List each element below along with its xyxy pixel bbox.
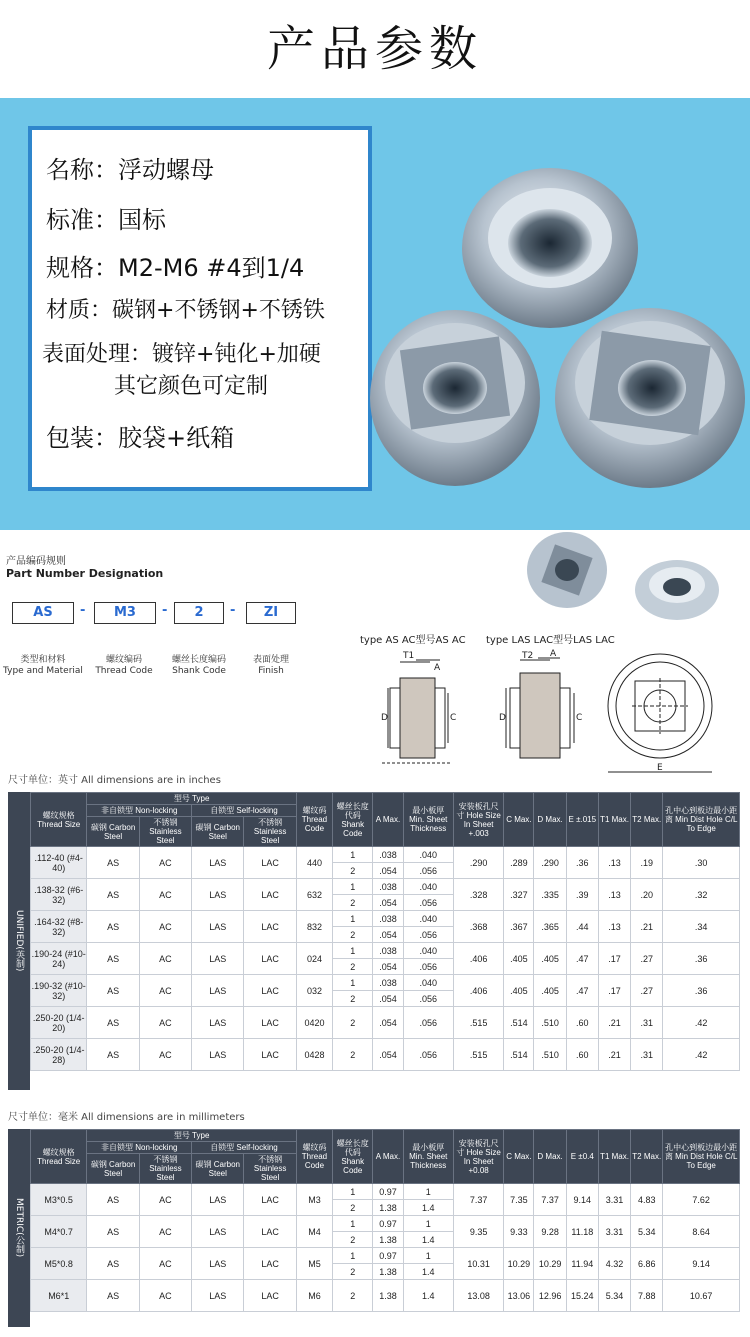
cell-las: LAS xyxy=(192,1216,244,1248)
pn-label-finish: 表面处理 Finish xyxy=(252,655,289,676)
cell-e: 11.18 xyxy=(566,1216,598,1248)
technical-drawings xyxy=(370,648,750,778)
cell-edge: .42 xyxy=(663,1039,740,1071)
type-las-label: type LAS LAC型号LAS LAC xyxy=(486,635,615,646)
cell-code: M6 xyxy=(296,1280,332,1312)
cell-hole: .515 xyxy=(453,1039,503,1071)
cell-las: LAS xyxy=(192,1184,244,1216)
cell-hole: .368 xyxy=(453,911,503,943)
cell-d: .290 xyxy=(534,847,566,879)
cell-las: LAS xyxy=(192,911,244,943)
cell-sz: .112-40 (#4-40) xyxy=(31,847,87,879)
dim-d: D xyxy=(499,713,506,723)
cell-lac: LAC xyxy=(244,879,296,911)
cell-ac: AC xyxy=(139,1039,191,1071)
hdr-d: D Max. xyxy=(534,793,566,847)
hdr-type: 型号 Type xyxy=(87,1130,296,1142)
dim-t1: T1 xyxy=(403,651,415,661)
cell-shank: 2 xyxy=(333,927,373,943)
table-row xyxy=(31,911,740,927)
cell-a: .038 xyxy=(373,911,403,927)
cell-a: .038 xyxy=(373,975,403,991)
cell-t1: .17 xyxy=(598,975,630,1007)
cell-las: LAS xyxy=(192,943,244,975)
hdr-t2: T2 Max. xyxy=(631,793,663,847)
cell-e: .44 xyxy=(566,911,598,943)
cell-lac: LAC xyxy=(244,943,296,975)
cell-hole: 7.37 xyxy=(453,1184,503,1216)
hdr-material: 不锈钢 Stainless Steel xyxy=(139,817,191,847)
cell-a: 0.97 xyxy=(373,1216,403,1232)
cell-edge: .36 xyxy=(663,975,740,1007)
hdr-non-locking: 非自锁型 Non-locking xyxy=(87,1142,192,1154)
cell-a: .054 xyxy=(373,959,403,975)
hdr-e: E ±0.4 xyxy=(566,1130,598,1184)
cell-code: 832 xyxy=(296,911,332,943)
hdr-min-sheet: 最小板厚 Min. Sheet Thickness xyxy=(403,1130,453,1184)
pn-dash: - xyxy=(80,603,86,618)
pn-code-thread: M3 xyxy=(94,602,156,624)
cell-a: 0.97 xyxy=(373,1248,403,1264)
cell-min-sheet: .056 xyxy=(403,927,453,943)
dim-a: A xyxy=(434,663,441,673)
hdr-material: 不锈钢 Stainless Steel xyxy=(244,817,296,847)
cell-edge: .34 xyxy=(663,911,740,943)
table-row xyxy=(31,1007,740,1039)
cell-as: AS xyxy=(87,879,139,911)
hdr-a: A Max. xyxy=(373,793,403,847)
metric-unit-note: 尺寸单位：毫米 All dimensions are in millimeters xyxy=(8,1112,245,1123)
cell-min-sheet: 1.4 xyxy=(403,1280,453,1312)
cell-c: 10.29 xyxy=(504,1248,534,1280)
cell-as: AS xyxy=(87,1248,139,1280)
cell-edge: 9.14 xyxy=(663,1248,740,1280)
cell-as: AS xyxy=(87,911,139,943)
cell-e: .39 xyxy=(566,879,598,911)
cell-t2: .21 xyxy=(631,911,663,943)
unified-sidebar: UNIFIED(英制) xyxy=(8,792,30,1090)
cell-min-sheet: 1 xyxy=(403,1184,453,1200)
cell-t2: .20 xyxy=(631,879,663,911)
cell-shank: 2 xyxy=(333,1007,373,1039)
cell-as: AS xyxy=(87,847,139,879)
dim-c: C xyxy=(450,713,457,723)
dim-d: D xyxy=(381,713,388,723)
cell-lac: LAC xyxy=(244,1039,296,1071)
cell-c: .327 xyxy=(504,879,534,911)
cell-min-sheet: 1.4 xyxy=(403,1232,453,1248)
cell-hole: .406 xyxy=(453,943,503,975)
cell-t2: .27 xyxy=(631,943,663,975)
table-row xyxy=(31,1248,740,1264)
cell-lac: LAC xyxy=(244,1248,296,1280)
cell-shank: 2 xyxy=(333,863,373,879)
hdr-material: 碳钢 Carbon Steel xyxy=(87,817,139,847)
pn-label-thread: 螺纹编码 Thread Code xyxy=(95,655,153,676)
pn-dash: - xyxy=(162,603,168,618)
cell-min-sheet: 1 xyxy=(403,1248,453,1264)
pn-code-shank: 2 xyxy=(174,602,224,624)
cell-a: .054 xyxy=(373,863,403,879)
cell-sz: .250-20 (1/4-28) xyxy=(31,1039,87,1071)
hdr-material: 碳钢 Carbon Steel xyxy=(192,1154,244,1184)
cell-shank: 2 xyxy=(333,1264,373,1280)
table-row xyxy=(31,943,740,959)
cell-shank: 1 xyxy=(333,975,373,991)
hdr-size: 螺纹规格 Thread Size xyxy=(31,793,87,847)
cell-sz: .250-20 (1/4-20) xyxy=(31,1007,87,1039)
hdr-thread-code: 螺纹码 Thread Code xyxy=(296,1130,332,1184)
cell-t2: 6.86 xyxy=(631,1248,663,1280)
cell-t1: .21 xyxy=(598,1039,630,1071)
cell-a: .054 xyxy=(373,927,403,943)
cell-a: 1.38 xyxy=(373,1232,403,1248)
cell-hole: .515 xyxy=(453,1007,503,1039)
info-material: 材质：碳钢+不锈钢+不锈铁 xyxy=(46,298,325,323)
cell-c: 7.35 xyxy=(504,1184,534,1216)
cell-c: 13.06 xyxy=(504,1280,534,1312)
product-info-box xyxy=(28,126,372,491)
cell-hole: 9.35 xyxy=(453,1216,503,1248)
hdr-t1: T1 Max. xyxy=(598,1130,630,1184)
dim-c: C xyxy=(576,713,583,723)
pn-code-type: AS xyxy=(12,602,74,624)
cell-t1: 5.34 xyxy=(598,1280,630,1312)
cell-t2: 7.88 xyxy=(631,1280,663,1312)
cell-las: LAS xyxy=(192,1007,244,1039)
cell-c: .367 xyxy=(504,911,534,943)
cell-t2: .19 xyxy=(631,847,663,879)
hdr-e: E ±.015 xyxy=(566,793,598,847)
cell-hole: .406 xyxy=(453,975,503,1007)
cell-sz: .164-32 (#8-32) xyxy=(31,911,87,943)
cell-d: 9.28 xyxy=(534,1216,566,1248)
cell-shank: 2 xyxy=(333,1039,373,1071)
cell-as: AS xyxy=(87,1280,139,1312)
dim-e: E xyxy=(657,763,663,773)
cell-as: AS xyxy=(87,943,139,975)
hdr-c: C Max. xyxy=(504,793,534,847)
metric-table xyxy=(30,1129,740,1312)
cell-d: 10.29 xyxy=(534,1248,566,1280)
cell-min-sheet: .040 xyxy=(403,975,453,991)
cell-sz: M6*1 xyxy=(31,1280,87,1312)
cell-sz: M4*0.7 xyxy=(31,1216,87,1248)
cell-a: .054 xyxy=(373,991,403,1007)
cell-c: .405 xyxy=(504,975,534,1007)
cell-ac: AC xyxy=(139,1280,191,1312)
cell-hole: .290 xyxy=(453,847,503,879)
hdr-material: 不锈钢 Stainless Steel xyxy=(244,1154,296,1184)
cell-t1: 3.31 xyxy=(598,1216,630,1248)
pn-label-shank: 螺丝长度编码 Shank Code xyxy=(171,655,226,676)
cell-t1: 3.31 xyxy=(598,1184,630,1216)
cell-as: AS xyxy=(87,1039,139,1071)
cell-code: 032 xyxy=(296,975,332,1007)
cell-e: .36 xyxy=(566,847,598,879)
cell-shank: 2 xyxy=(333,1280,373,1312)
cell-code: M5 xyxy=(296,1248,332,1280)
cell-las: LAS xyxy=(192,847,244,879)
product-hero xyxy=(0,98,750,530)
cell-code: M3 xyxy=(296,1184,332,1216)
cell-min-sheet: .056 xyxy=(403,863,453,879)
cell-lac: LAC xyxy=(244,975,296,1007)
cell-las: LAS xyxy=(192,1248,244,1280)
cell-a: 0.97 xyxy=(373,1184,403,1200)
cell-a: .038 xyxy=(373,847,403,863)
cell-ac: AC xyxy=(139,879,191,911)
cell-as: AS xyxy=(87,1184,139,1216)
hdr-hole: 安装板孔尺寸 Hole Size In Sheet +0.08 xyxy=(453,1130,503,1184)
cell-a: 1.38 xyxy=(373,1200,403,1216)
cell-shank: 1 xyxy=(333,943,373,959)
hdr-edge: 孔中心到板边最小距离 Min Dist Hole C/L To Edge xyxy=(663,793,740,847)
cell-a: 1.38 xyxy=(373,1264,403,1280)
cell-ac: AC xyxy=(139,1007,191,1039)
table-row xyxy=(31,879,740,895)
cell-lac: LAC xyxy=(244,911,296,943)
cell-ac: AC xyxy=(139,943,191,975)
cell-t1: .17 xyxy=(598,943,630,975)
cell-shank: 1 xyxy=(333,879,373,895)
cell-min-sheet: 1 xyxy=(403,1216,453,1232)
hdr-a: A Max. xyxy=(373,1130,403,1184)
cell-d: .510 xyxy=(534,1039,566,1071)
table-header-row xyxy=(31,1130,740,1142)
cell-t1: .21 xyxy=(598,1007,630,1039)
pn-label-type: 类型和材料 Type and Material xyxy=(3,655,83,676)
cell-c: .289 xyxy=(504,847,534,879)
table-header-row xyxy=(31,793,740,805)
cell-d: .405 xyxy=(534,943,566,975)
cell-t1: 4.32 xyxy=(598,1248,630,1280)
cell-t1: .13 xyxy=(598,911,630,943)
hdr-self-locking: 自锁型 Self-locking xyxy=(192,805,297,817)
hdr-min-sheet: 最小板厚 Min. Sheet Thickness xyxy=(403,793,453,847)
cell-t2: .27 xyxy=(631,975,663,1007)
cell-edge: .42 xyxy=(663,1007,740,1039)
info-finish: 表面处理：镀锌+钝化+加硬 xyxy=(42,342,321,367)
cell-ac: AC xyxy=(139,1184,191,1216)
cell-e: .60 xyxy=(566,1007,598,1039)
table-row xyxy=(31,1184,740,1200)
hdr-t1: T1 Max. xyxy=(598,793,630,847)
cell-code: 0420 xyxy=(296,1007,332,1039)
cell-lac: LAC xyxy=(244,1007,296,1039)
cell-d: 7.37 xyxy=(534,1184,566,1216)
cell-as: AS xyxy=(87,1216,139,1248)
cell-e: .47 xyxy=(566,943,598,975)
cell-hole: 13.08 xyxy=(453,1280,503,1312)
cell-d: .510 xyxy=(534,1007,566,1039)
cell-d: .365 xyxy=(534,911,566,943)
cell-min-sheet: .056 xyxy=(403,895,453,911)
cell-min-sheet: .040 xyxy=(403,911,453,927)
page-title: 产品参数 xyxy=(266,21,483,77)
hdr-self-locking: 自锁型 Self-locking xyxy=(192,1142,297,1154)
cell-min-sheet: .040 xyxy=(403,879,453,895)
cell-as: AS xyxy=(87,975,139,1007)
cell-ac: AC xyxy=(139,975,191,1007)
hdr-material: 碳钢 Carbon Steel xyxy=(192,817,244,847)
cell-las: LAS xyxy=(192,1039,244,1071)
pn-code-finish: ZI xyxy=(246,602,296,624)
cell-t1: .13 xyxy=(598,879,630,911)
type-as-label: type AS AC型号AS AC xyxy=(360,635,466,646)
unified-table xyxy=(30,792,740,1071)
hdr-type: 型号 Type xyxy=(87,793,296,805)
cell-code: 440 xyxy=(296,847,332,879)
table-row xyxy=(31,975,740,991)
cell-d: 12.96 xyxy=(534,1280,566,1312)
dim-t2: T2 xyxy=(522,651,534,661)
cell-d: .405 xyxy=(534,975,566,1007)
table-row xyxy=(31,1280,740,1312)
cell-shank: 1 xyxy=(333,847,373,863)
hdr-material: 不锈钢 Stainless Steel xyxy=(139,1154,191,1184)
cell-lac: LAC xyxy=(244,1216,296,1248)
cell-a: .054 xyxy=(373,895,403,911)
cell-min-sheet: .056 xyxy=(403,959,453,975)
hdr-t2: T2 Max. xyxy=(631,1130,663,1184)
metric-sidebar: METRIC(公制) xyxy=(8,1129,30,1327)
cell-lac: LAC xyxy=(244,847,296,879)
cell-e: 9.14 xyxy=(566,1184,598,1216)
hdr-non-locking: 非自锁型 Non-locking xyxy=(87,805,192,817)
cell-a: 1.38 xyxy=(373,1280,403,1312)
cell-shank: 2 xyxy=(333,1200,373,1216)
nut-photo xyxy=(370,158,750,518)
cell-a: .038 xyxy=(373,943,403,959)
cell-e: 15.24 xyxy=(566,1280,598,1312)
cell-las: LAS xyxy=(192,1280,244,1312)
info-name: 名称：浮动螺母 xyxy=(46,156,214,184)
cell-las: LAS xyxy=(192,975,244,1007)
cell-t2: 4.83 xyxy=(631,1184,663,1216)
cell-edge: 8.64 xyxy=(663,1216,740,1248)
cell-lac: LAC xyxy=(244,1280,296,1312)
cell-min-sheet: 1.4 xyxy=(403,1264,453,1280)
cell-c: .514 xyxy=(504,1007,534,1039)
cell-ac: AC xyxy=(139,1216,191,1248)
cell-edge: 7.62 xyxy=(663,1184,740,1216)
cell-shank: 2 xyxy=(333,991,373,1007)
cell-min-sheet: .040 xyxy=(403,943,453,959)
cell-e: 11.94 xyxy=(566,1248,598,1280)
unified-unit-note: 尺寸单位：英寸 All dimensions are in inches xyxy=(8,775,221,786)
cell-shank: 1 xyxy=(333,1184,373,1200)
cell-code: 0428 xyxy=(296,1039,332,1071)
cell-as: AS xyxy=(87,1007,139,1039)
hdr-shank: 螺丝长度代码 Shank Code xyxy=(333,793,373,847)
table-row xyxy=(31,1039,740,1071)
cell-lac: LAC xyxy=(244,1184,296,1216)
cell-a: .038 xyxy=(373,879,403,895)
info-packaging: 包装：胶袋+纸箱 xyxy=(46,424,235,452)
cell-code: 632 xyxy=(296,879,332,911)
table-row xyxy=(31,1216,740,1232)
nut-small-photos xyxy=(522,530,732,625)
hdr-size: 螺纹规格 Thread Size xyxy=(31,1130,87,1184)
cell-ac: AC xyxy=(139,847,191,879)
cell-sz: M3*0.5 xyxy=(31,1184,87,1216)
hdr-thread-code: 螺纹码 Thread Code xyxy=(296,793,332,847)
cell-e: .47 xyxy=(566,975,598,1007)
info-standard: 标准：国标 xyxy=(46,206,166,234)
cell-t2: .31 xyxy=(631,1007,663,1039)
table-row xyxy=(31,847,740,863)
hdr-hole: 安装板孔尺寸 Hole Size In Sheet +.003 xyxy=(453,793,503,847)
pn-title-en: Part Number Designation xyxy=(6,567,164,580)
cell-min-sheet: .056 xyxy=(403,1039,453,1071)
cell-c: .405 xyxy=(504,943,534,975)
cell-shank: 2 xyxy=(333,895,373,911)
cell-sz: .190-24 (#10-24) xyxy=(31,943,87,975)
cell-ac: AC xyxy=(139,1248,191,1280)
cell-t2: 5.34 xyxy=(631,1216,663,1248)
cell-c: .514 xyxy=(504,1039,534,1071)
pn-dash: - xyxy=(230,603,236,618)
cell-sz: M5*0.8 xyxy=(31,1248,87,1280)
cell-c: 9.33 xyxy=(504,1216,534,1248)
cell-edge: 10.67 xyxy=(663,1280,740,1312)
pn-title-cn: 产品编码规则 xyxy=(6,556,66,567)
cell-e: .60 xyxy=(566,1039,598,1071)
dim-a: A xyxy=(550,649,557,659)
cell-shank: 1 xyxy=(333,1248,373,1264)
cell-d: .335 xyxy=(534,879,566,911)
cell-shank: 2 xyxy=(333,1232,373,1248)
cell-min-sheet: .056 xyxy=(403,1007,453,1039)
cell-code: 024 xyxy=(296,943,332,975)
hdr-material: 碳钢 Carbon Steel xyxy=(87,1154,139,1184)
cell-min-sheet: .056 xyxy=(403,991,453,1007)
cell-sz: .138-32 (#6-32) xyxy=(31,879,87,911)
hdr-shank: 螺丝长度代码 Shank Code xyxy=(333,1130,373,1184)
cell-t1: .13 xyxy=(598,847,630,879)
cell-min-sheet: .040 xyxy=(403,847,453,863)
cell-ac: AC xyxy=(139,911,191,943)
hdr-c: C Max. xyxy=(504,1130,534,1184)
cell-edge: .36 xyxy=(663,943,740,975)
cell-t2: .31 xyxy=(631,1039,663,1071)
cell-min-sheet: 1.4 xyxy=(403,1200,453,1216)
cell-shank: 1 xyxy=(333,911,373,927)
cell-a: .054 xyxy=(373,1007,403,1039)
cell-las: LAS xyxy=(192,879,244,911)
cell-a: .054 xyxy=(373,1039,403,1071)
cell-code: M4 xyxy=(296,1216,332,1248)
cell-hole: .328 xyxy=(453,879,503,911)
cell-edge: .30 xyxy=(663,847,740,879)
info-color-custom: 其它颜色可定制 xyxy=(114,374,269,399)
cell-sz: .190-32 (#10-32) xyxy=(31,975,87,1007)
hdr-d: D Max. xyxy=(534,1130,566,1184)
cell-edge: .32 xyxy=(663,879,740,911)
cell-shank: 1 xyxy=(333,1216,373,1232)
hdr-edge: 孔中心到板边最小距离 Min Dist Hole C/L To Edge xyxy=(663,1130,740,1184)
info-spec: 规格：M2-M6 #4到1/4 xyxy=(46,254,305,282)
cell-shank: 2 xyxy=(333,959,373,975)
cell-hole: 10.31 xyxy=(453,1248,503,1280)
